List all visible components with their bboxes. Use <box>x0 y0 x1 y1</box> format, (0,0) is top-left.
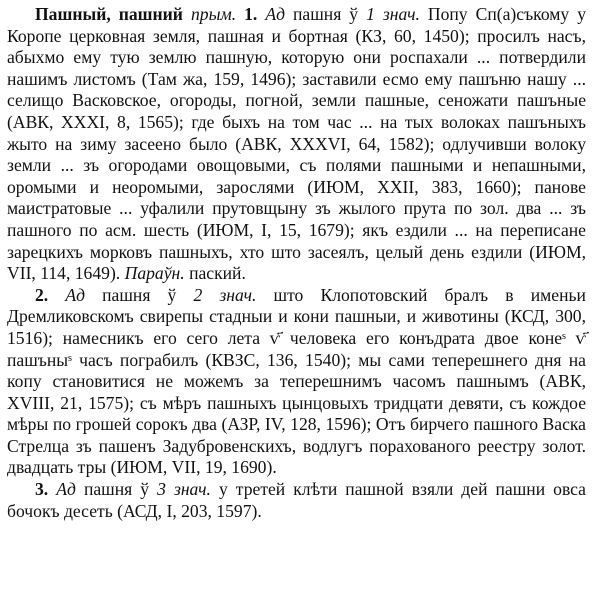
source-word: пашня ў <box>83 479 150 500</box>
sense-number: 1. <box>244 4 258 24</box>
source-label: Ад <box>65 284 85 305</box>
sense-ref: 3 знач. <box>157 479 211 500</box>
sense-2-paragraph <box>7 285 586 479</box>
sense-text: у третей клѣти пашной взяли дей пашни овса бочокъ десеть (АСД, I, 203, 1597). <box>7 479 586 521</box>
sense-text: Попу Сп(а)съкому у Коропе церковная земля, пашная и бортная (КЗ, 60, 1450); просилъ насъ, абыхмо ему тую землю пашную, которую они роспахали ... потвердили нашимъ листомъ (Там жа, 159, 1496); заставили есмо ему пашъню нашу ... селищо Васковское, огороды, погной, земли пашные, сеножати пашъные (АВК, XXXI, 8, 1565); где быхъ на том час ... на тых волоках пашъныхъ жыто на зиму засеено было (АВК, XXXVI, 64, 1582); одлучивши волоку земли ... зъ огородами овощовыми, съ полями пашными и непашными, оромыми и неоромыми, зарослями (ИЮМ, XXII, 383, 1660); панове маистратовые ... уфалили прутовщыну зъ жылого прута по зол. два ... зъ пашного по асм. шесть (ИЮМ, I, 15, 1679); якъ ездили ... на переписане зарецкихъ морковъ пашныхъ, хто што засеялъ, целый день ездили (ИЮМ, VII, 114, 1649). <box>7 4 587 284</box>
source-label: Ад <box>265 4 285 24</box>
sense-number: 2. <box>35 284 49 305</box>
sense-ref: 2 знач. <box>193 284 257 305</box>
source-label: Ад <box>56 479 76 500</box>
cross-reference-label: Параўн. <box>124 263 185 284</box>
sense-ref: 1 знач. <box>366 4 420 24</box>
cross-reference-text: паский. <box>189 263 246 284</box>
source-word: пашня ў <box>293 4 359 24</box>
headword: Пашный, пашний <box>35 4 183 24</box>
sense-1-paragraph <box>7 4 586 285</box>
sense-3-paragraph <box>7 479 586 522</box>
sense-text: што Клопотовский бралъ в именьи Дремликовскомъ свирепы стадныи и кони пашныи, и животины (КСД, 300, 1516); намесникъ его сего лета ѵ҃ человека его конъдрата двое конеˢ ѵ҃ пашъныˢ часъ пограбилъ (КВЗС, 136, 1540); мы сами теперешнего дня на копу становитися не можемъ за теперешнимъ часомъ пашнымъ (АВК, XVIII, 21, 1575); съ мѣръ пашныхъ цынцовыхъ тридцати девяти, съ кождое мѣры по грошей сорокъ два (АЗР, IV, 128, 1596); Отъ бирчего пашного Васка Стрелца зъ пашенъ Задубровенскихъ, водлугъ порахованого реестру золот. двадцать тры (ИЮМ, VII, 19, 1690). <box>7 284 586 478</box>
sense-number: 3. <box>35 479 49 500</box>
source-word: пашня ў <box>102 284 177 305</box>
grammar-label: прым. <box>190 4 237 24</box>
